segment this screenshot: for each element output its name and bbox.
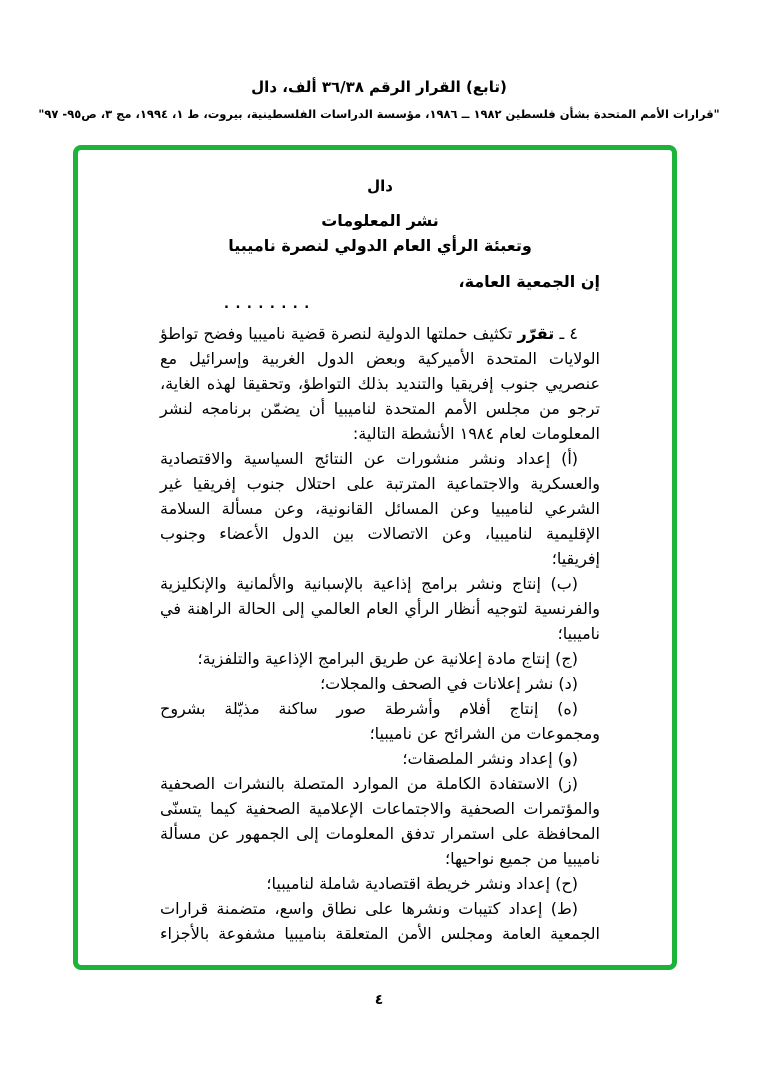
body-paragraph: [160, 571, 600, 646]
document-header-source-citation: "قرارات الأمم المتحدة بشأن فلسطين ١٩٨٢ ــ ١٩٨٦، مؤسسة الدراسات الفلسطينية، بيروت، ط ١، ١٩٩٤، مج ٣، ص٩٥- ٩٧": [38, 107, 720, 121]
body-paragraph: [160, 746, 600, 771]
text-line: [160, 496, 600, 521]
green-border-box: [73, 145, 677, 970]
text-line: [160, 846, 600, 871]
text-segment: تكثيف حملتها الدولية لنصرة قضية ناميبيا وفضح تواطؤ: [160, 324, 518, 343]
text-segment: الإقليمية لناميبيا، وعن الاتصالات بين الدول الأعضاء وجنوب: [160, 524, 600, 543]
page-number: ٤: [374, 992, 384, 1008]
body-paragraph: [160, 321, 600, 446]
document-title-line2: وتعبئة الرأي العام الدولي لنصرة ناميبيا: [228, 236, 532, 255]
salutation: إن الجمعية العامة،: [458, 272, 600, 291]
text-segment: (أ) إعداد ونشر منشورات عن النتائج السياسية والاقتصادية: [160, 449, 578, 468]
text-line: [160, 321, 600, 346]
body-paragraph: [160, 696, 600, 746]
section-letter: دال: [367, 177, 393, 195]
text-line: [160, 696, 600, 721]
text-line: [160, 371, 600, 396]
text-line: [160, 896, 600, 921]
text-line: [160, 821, 600, 846]
text-segment: ناميبيا؛: [557, 624, 600, 643]
text-line: [160, 571, 600, 596]
text-segment: (ب) إنتاج ونشر برامج إذاعية بالإسبانية والألمانية والإنكليزية: [160, 574, 578, 593]
text-segment: والمؤتمرات الصحفية والاجتماعات الإعلامية الصحفية كيما يتسنّى: [160, 799, 600, 818]
bold-text-segment: تقرّر: [517, 324, 555, 343]
document-title-line1: نشر المعلومات: [321, 211, 439, 230]
text-line: [160, 596, 600, 621]
text-line: [160, 446, 600, 471]
text-segment: والعسكرية والاجتماعية المترتبة على احتلال جنوب إفريقيا غير: [160, 474, 600, 493]
body-paragraph: [160, 771, 600, 871]
text-line: [160, 721, 600, 746]
paragraphs-container: [160, 321, 600, 946]
body-paragraph: [160, 871, 600, 896]
text-segment: الشرعي لناميبيا وعن المسائل القانونية، وعن مسألة السلامة: [160, 499, 600, 518]
text-segment: إفريقيا؛: [551, 549, 600, 568]
text-segment: ومجموعات من الشرائح عن ناميبيا؛: [369, 724, 600, 743]
document-header-title: (تابع) القرار الرقم ٣٦/٣٨ ألف، دال: [251, 78, 507, 96]
text-segment: (و) إعداد ونشر الملصقات؛: [402, 749, 578, 768]
body-paragraph: [160, 646, 600, 671]
text-segment: (ج) إنتاج مادة إعلانية عن طريق البرامج الإذاعية والتلفزية؛: [197, 649, 578, 668]
body-paragraph: [160, 446, 600, 571]
text-line: [160, 796, 600, 821]
text-line: [160, 646, 600, 671]
text-segment: (د) نشر إعلانات في الصحف والمجلات؛: [320, 674, 578, 693]
text-segment: عنصريي جنوب إفريقيا والتنديد بذلك التواطؤ، وتحقيقا لهذه الغاية،: [160, 374, 600, 393]
text-segment: ترجو من مجلس الأمم المتحدة لناميبيا أن يضمّن برنامجه لنشر: [160, 399, 600, 418]
omission-ellipsis: . . . . . . . .: [224, 297, 311, 312]
text-segment: ٤ ـ: [554, 324, 579, 343]
text-segment: الجمعية العامة ومجلس الأمن المتعلقة بناميبيا مشفوعة بالأجزاء: [160, 924, 600, 943]
text-line: [160, 546, 600, 571]
body-paragraph: [160, 896, 600, 946]
text-line: [160, 396, 600, 421]
text-segment: المحافظة على استمرار تدفق المعلومات إلى الجمهور عن مسألة: [160, 824, 600, 843]
text-line: [160, 471, 600, 496]
text-line: [160, 921, 600, 946]
text-segment: ناميبيا من جميع نواحيها؛: [445, 849, 600, 868]
document-body: [160, 150, 600, 946]
text-segment: (ز) الاستفادة الكاملة من الموارد المتصلة بالنشرات الصحفية: [160, 774, 578, 793]
text-line: [160, 621, 600, 646]
body-paragraph: [160, 671, 600, 696]
text-segment: الولايات المتحدة الأميركية وبعض الدول الغربية وإسرائيل مع: [160, 349, 600, 368]
text-line: [160, 671, 600, 696]
text-segment: والفرنسية لتوجيه أنظار الرأي العام العالمي إلى الحالة الراهنة في: [160, 599, 600, 618]
text-line: [160, 521, 600, 546]
text-line: [160, 346, 600, 371]
text-line: [160, 771, 600, 796]
text-line: [160, 746, 600, 771]
text-line: [160, 421, 600, 446]
text-line: [160, 871, 600, 896]
text-segment: (ط) إعداد كتيبات ونشرها على نطاق واسع، متضمنة قرارات: [160, 899, 578, 918]
text-segment: المعلومات لعام ١٩٨٤ الأنشطة التالية:: [352, 424, 600, 443]
text-segment: (ه) إنتاج أفلام وأشرطة صور ساكنة مذيّلة بشروح: [160, 699, 578, 718]
text-segment: (ح) إعداد ونشر خريطة اقتصادية شاملة لناميبيا؛: [266, 874, 578, 893]
